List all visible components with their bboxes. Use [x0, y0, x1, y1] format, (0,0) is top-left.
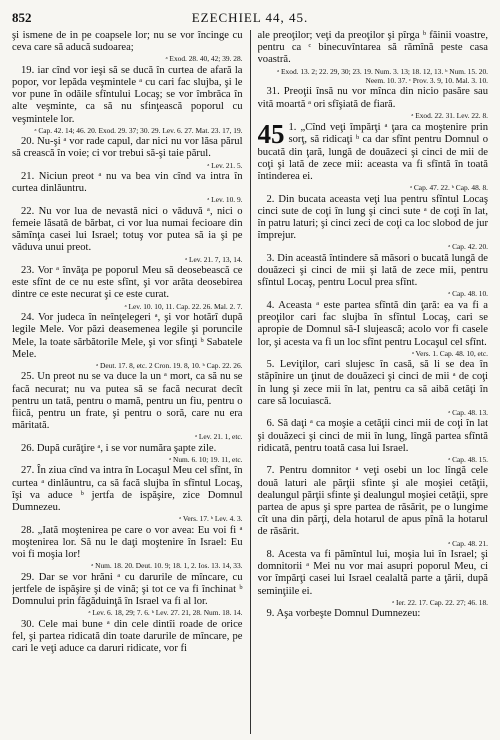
verse-body: 3. Din această întindere să măsori o bucată lungă de douăzeci şi cinci de mii şi lată de zece mii, pentru sfîntul Locaş, pentru Locul prea sfînt.	[257, 252, 489, 289]
cross-reference: ᵃ Ier. 22. 17. Cap. 22. 27; 46. 18.	[392, 597, 489, 607]
text-columns	[12, 30, 488, 734]
verse-body: şi ismene de in pe coapsele lor; nu se vor încinge cu ceva care să aducă sudoarea;	[12, 30, 243, 54]
right-column	[258, 30, 489, 734]
cross-reference: ᵃ Lev. 10. 10, 11. Cap. 22. 26. Mal. 2. 7.	[124, 301, 243, 311]
verse-body: 22. Nu vor lua de nevastă nici o văduvă ᵃ, nici o femeie lăsată de bărbat, ci vor lua numai fecioare din sămînţa casei lui Israel; totuş vor putea să ia şi pe văduva unui preot.	[12, 205, 243, 254]
verse-text	[12, 371, 243, 432]
page-header	[12, 10, 488, 28]
cross-reference: ᵃ Lev. 21. 1, etc.	[195, 432, 243, 442]
cross-reference: ᵃ Exod. 28. 40, 42; 39. 28.	[165, 54, 243, 64]
verse-body: 5. Leviţilor, cari slujesc în casă, să li se dea în stăpînire un ţinut de douăzeci şi cinci de mii ᵃ de coţi în lung şi zece mii în lat, pentru ca să aibă cetăţi în care să locuiască.	[257, 359, 489, 407]
verse-body: 19. iar cînd vor ieşi să se ducă în curtea de afară la popor, vor lepăda veşmintele ᵃ cu cari fac slujba, şi le vor pune în odăile sfîntului Locaş; se vor îmbrăca în alte veşminte, ca să nu sfinţească poporul cu veşmintele lor.	[12, 64, 243, 125]
verse-text	[258, 549, 489, 598]
verse-text	[12, 136, 243, 160]
verse-body: 9. Aşa vorbeşte Domnul Dumnezeu:	[266, 608, 421, 620]
verse-text	[12, 525, 243, 562]
verse-text	[12, 465, 243, 514]
cross-reference: ᵃ Lev. 21. 7, 13, 14.	[185, 254, 243, 264]
verse-body: 30. Cele mai bune ᵃ din cele dintîi roade de orice fel, şi partea ridicată din toate darurile de mîncare, pe cari le veţi aduce ca daruri ridicate, vor fi	[12, 618, 243, 654]
verse-number: 1.	[288, 122, 301, 134]
verse-text	[12, 619, 243, 656]
verse-text	[12, 30, 243, 54]
verse-body: 20. Nu-şi ᵃ vor rade capul, dar nici nu vor lăsa părul să crească în voie; ci vor trebui să-şi taie părul.	[12, 136, 243, 160]
verse-body: 27. În ziua cînd va intra în Locaşul Meu cel sfînt, în curtea ᵃ dinlăuntru, ca să facă slujba în sfîntul Locaş, îşi va aduce ᵇ jertfa de ispăşire, zice Domnul Dumnezeu.	[12, 465, 243, 513]
cross-reference: ᵃ Cap. 42. 14; 46. 20. Exod. 29. 37; 30. 29. Lev. 6. 27. Mat. 23. 17, 19.	[34, 125, 243, 135]
cross-reference: ᵃ Cap. 48. 15.	[448, 454, 489, 464]
verse-text	[12, 572, 243, 609]
verse-text	[12, 171, 243, 195]
cross-reference: ᵃ Num. 6. 10; 19. 11, etc.	[169, 454, 243, 464]
verse-text	[12, 443, 243, 455]
verse-body: 8. Acesta va fi pămîntul lui, moşia lui în Israel; şi domnitorii ᵃ Mei nu vor mai asupri poporul Meu, ci vor împărţi casei lui Israel cealaltă parte a ţării, după seminţiile ei.	[257, 548, 489, 597]
chapter-number: 45	[257, 119, 285, 150]
verse-body: 31. Preoţii însă nu vor mînca din nicio pasăre sau vită moartă ᵃ ori sfîşiată de fiară.	[257, 86, 489, 110]
verse-text	[12, 265, 243, 302]
verse-body: 4. Aceasta ᵃ este partea sfîntă din ţară: ea va fi a preoţilor cari fac slujba în sfîntul Locaş, cari se apropie de Domnul să-I slujească; acolo vor fi casele lor, şi acesta va fi un loc sfînt pentru Locaşul cel sfînt.	[257, 299, 489, 348]
verse-body: 25. Un preot nu se va duce la un ᵃ mort, ca să nu se facă necurat; nu va putea să se facă necurat decît pentru un tată, pentru o mamă, pentru un fiu, pentru o fiică, pentru un frate, şi pentru o soră, care nu era măritată.	[12, 371, 243, 432]
verse-text	[258, 608, 489, 620]
verse-text	[258, 359, 489, 408]
verse-body: ale preoţilor; veţi da preoţilor şi pîrga ᵇ făinii voastre, pentru ca ᶜ binecuvîntarea să rămînă peste casa voastră.	[257, 30, 489, 66]
cross-reference: ᵃ Lev. 21. 5.	[207, 160, 243, 170]
verse-text	[258, 30, 489, 67]
verse-text	[12, 206, 243, 255]
verse-text	[257, 119, 489, 183]
cross-reference: ᵃ Num. 18. 20. Deut. 10. 9; 18. 1, 2. Ios. 13. 14, 33.	[91, 561, 243, 571]
verse-text	[258, 253, 489, 290]
verse-text	[258, 194, 489, 243]
verse-body: 21. Niciun preot ᵃ nu va bea vin cînd va intra în curtea dinlăuntru.	[12, 171, 243, 195]
cross-reference: ᵃ Deut. 17. 8, etc. 2 Cron. 19. 8, 10. ᵇ Cap. 22. 26.	[96, 360, 243, 370]
cross-reference: ᵃ Lev. 6. 18, 29; 7. 6. ᵇ Lev. 27. 21, 28. Num. 18. 14.	[88, 608, 243, 618]
verse-text	[258, 465, 489, 538]
cross-reference: ᵃ Lev. 10. 9.	[207, 195, 243, 205]
verse-text	[258, 300, 489, 349]
cross-reference: ᵃ Cap. 47. 22. ᵇ Cap. 48. 8.	[410, 183, 489, 193]
verse-text	[12, 312, 243, 361]
cross-reference: ᵃ Cap. 48. 13.	[448, 407, 489, 417]
verse-body: 24. Vor judeca în neînţelegeri ᵃ, şi vor hotărî după legile Mele. Vor păzi deasemenea legile şi poruncile Mele, la toate sărbătorile Mele, şi vor sfinţi ᵇ Sabatele Mele.	[12, 312, 243, 360]
cross-reference: ᵃ Cap. 48. 21.	[448, 538, 489, 548]
page-number: 852	[12, 10, 32, 25]
cross-reference: ᵃ Vers. 17. ᵇ Lev. 4. 3.	[179, 514, 243, 524]
cross-reference: ᵃ Exod. 22. 31. Lev. 22. 8.	[411, 110, 489, 120]
verse-body: 28. „Iată moştenirea pe care o vor avea: Eu voi fi ᵃ moştenirea lor. Să nu le daţi moştenire în Israel: Eu voi fi moşia lor!	[12, 524, 243, 560]
cross-reference: ᵃ Cap. 48. 10.	[448, 289, 489, 299]
column-divider	[250, 30, 251, 734]
verse-body: 26. După curăţire ᵃ, i se vor număra şapte zile.	[21, 442, 217, 454]
verse-text	[258, 418, 489, 455]
verse-body: „Cînd veţi împărţi ᵃ ţara ca moştenire prin sorţ, să ridicaţi ᵇ ca dar sfînt pentru Domnul o bucată din ţară, lungă de douăzeci şi cinci de mii de coţi şi lată de zece mii: aceasta va fi sfîntă în toată întinderea ei.	[257, 122, 489, 183]
verse-text	[258, 86, 489, 110]
verse-text	[12, 65, 243, 126]
left-column	[12, 30, 243, 734]
verse-body: 7. Pentru domnitor ᵃ veţi osebi un loc lîngă cele două laturi ale părţii sfinte şi ale moşiei cetăţii, dealungul părţii sfinte şi dealungul moşiei cetăţii, spre partea de apus şi spre partea de răsărit, pe o lungime cît una din părţi, dela hotarul de apus pînă la hotarul de răsărit.	[257, 465, 489, 538]
verse-body: 6. Să daţi ᵃ ca moşie a cetăţii cinci mii de coţi în lat şi douăzeci şi cinci de mii în lung, lîngă partea sfîntă ridicată, pentru toată casa lui Israel.	[257, 418, 489, 454]
verse-body: 2. Din bucata aceasta veţi lua pentru sfîntul Locaş cinci sute de coţi în lung şi cinci sute ᵃ de coţi în lat, în patru laturi; şi cinci zeci de coţi ca loc slobod de jur împrejur.	[257, 193, 489, 242]
running-title: EZECHIEL 44, 45.	[191, 10, 309, 25]
verse-body: 29. Dar se vor hrăni ᵃ cu darurile de mîncare, cu jertfele de ispăşire şi de vină; şi tot ce va fi închinat ᵇ Domnului prin făgăduinţă în Israel va fi al lor.	[12, 571, 243, 607]
cross-reference: ᵃ Exod. 13. 2; 22. 29, 30; 23. 19. Num. 3. 13; 18. 12, 13. ᵇ Num. 15. 20. Neem. 10. 37. ᶜ Prov. 3. 9, 10. Mal. 3. 10.	[277, 66, 489, 86]
cross-reference: ᵃ Vers. 1. Cap. 48. 10, etc.	[411, 348, 489, 358]
cross-reference: ᵃ Cap. 42. 20.	[448, 242, 489, 252]
verse-body: 23. Vor ᵃ învăţa pe poporul Meu să deosebească ce este sfînt de ce nu este sfînt, şi vor arăta deosebirea dintre ce este necurat şi ce este curat.	[12, 265, 243, 301]
